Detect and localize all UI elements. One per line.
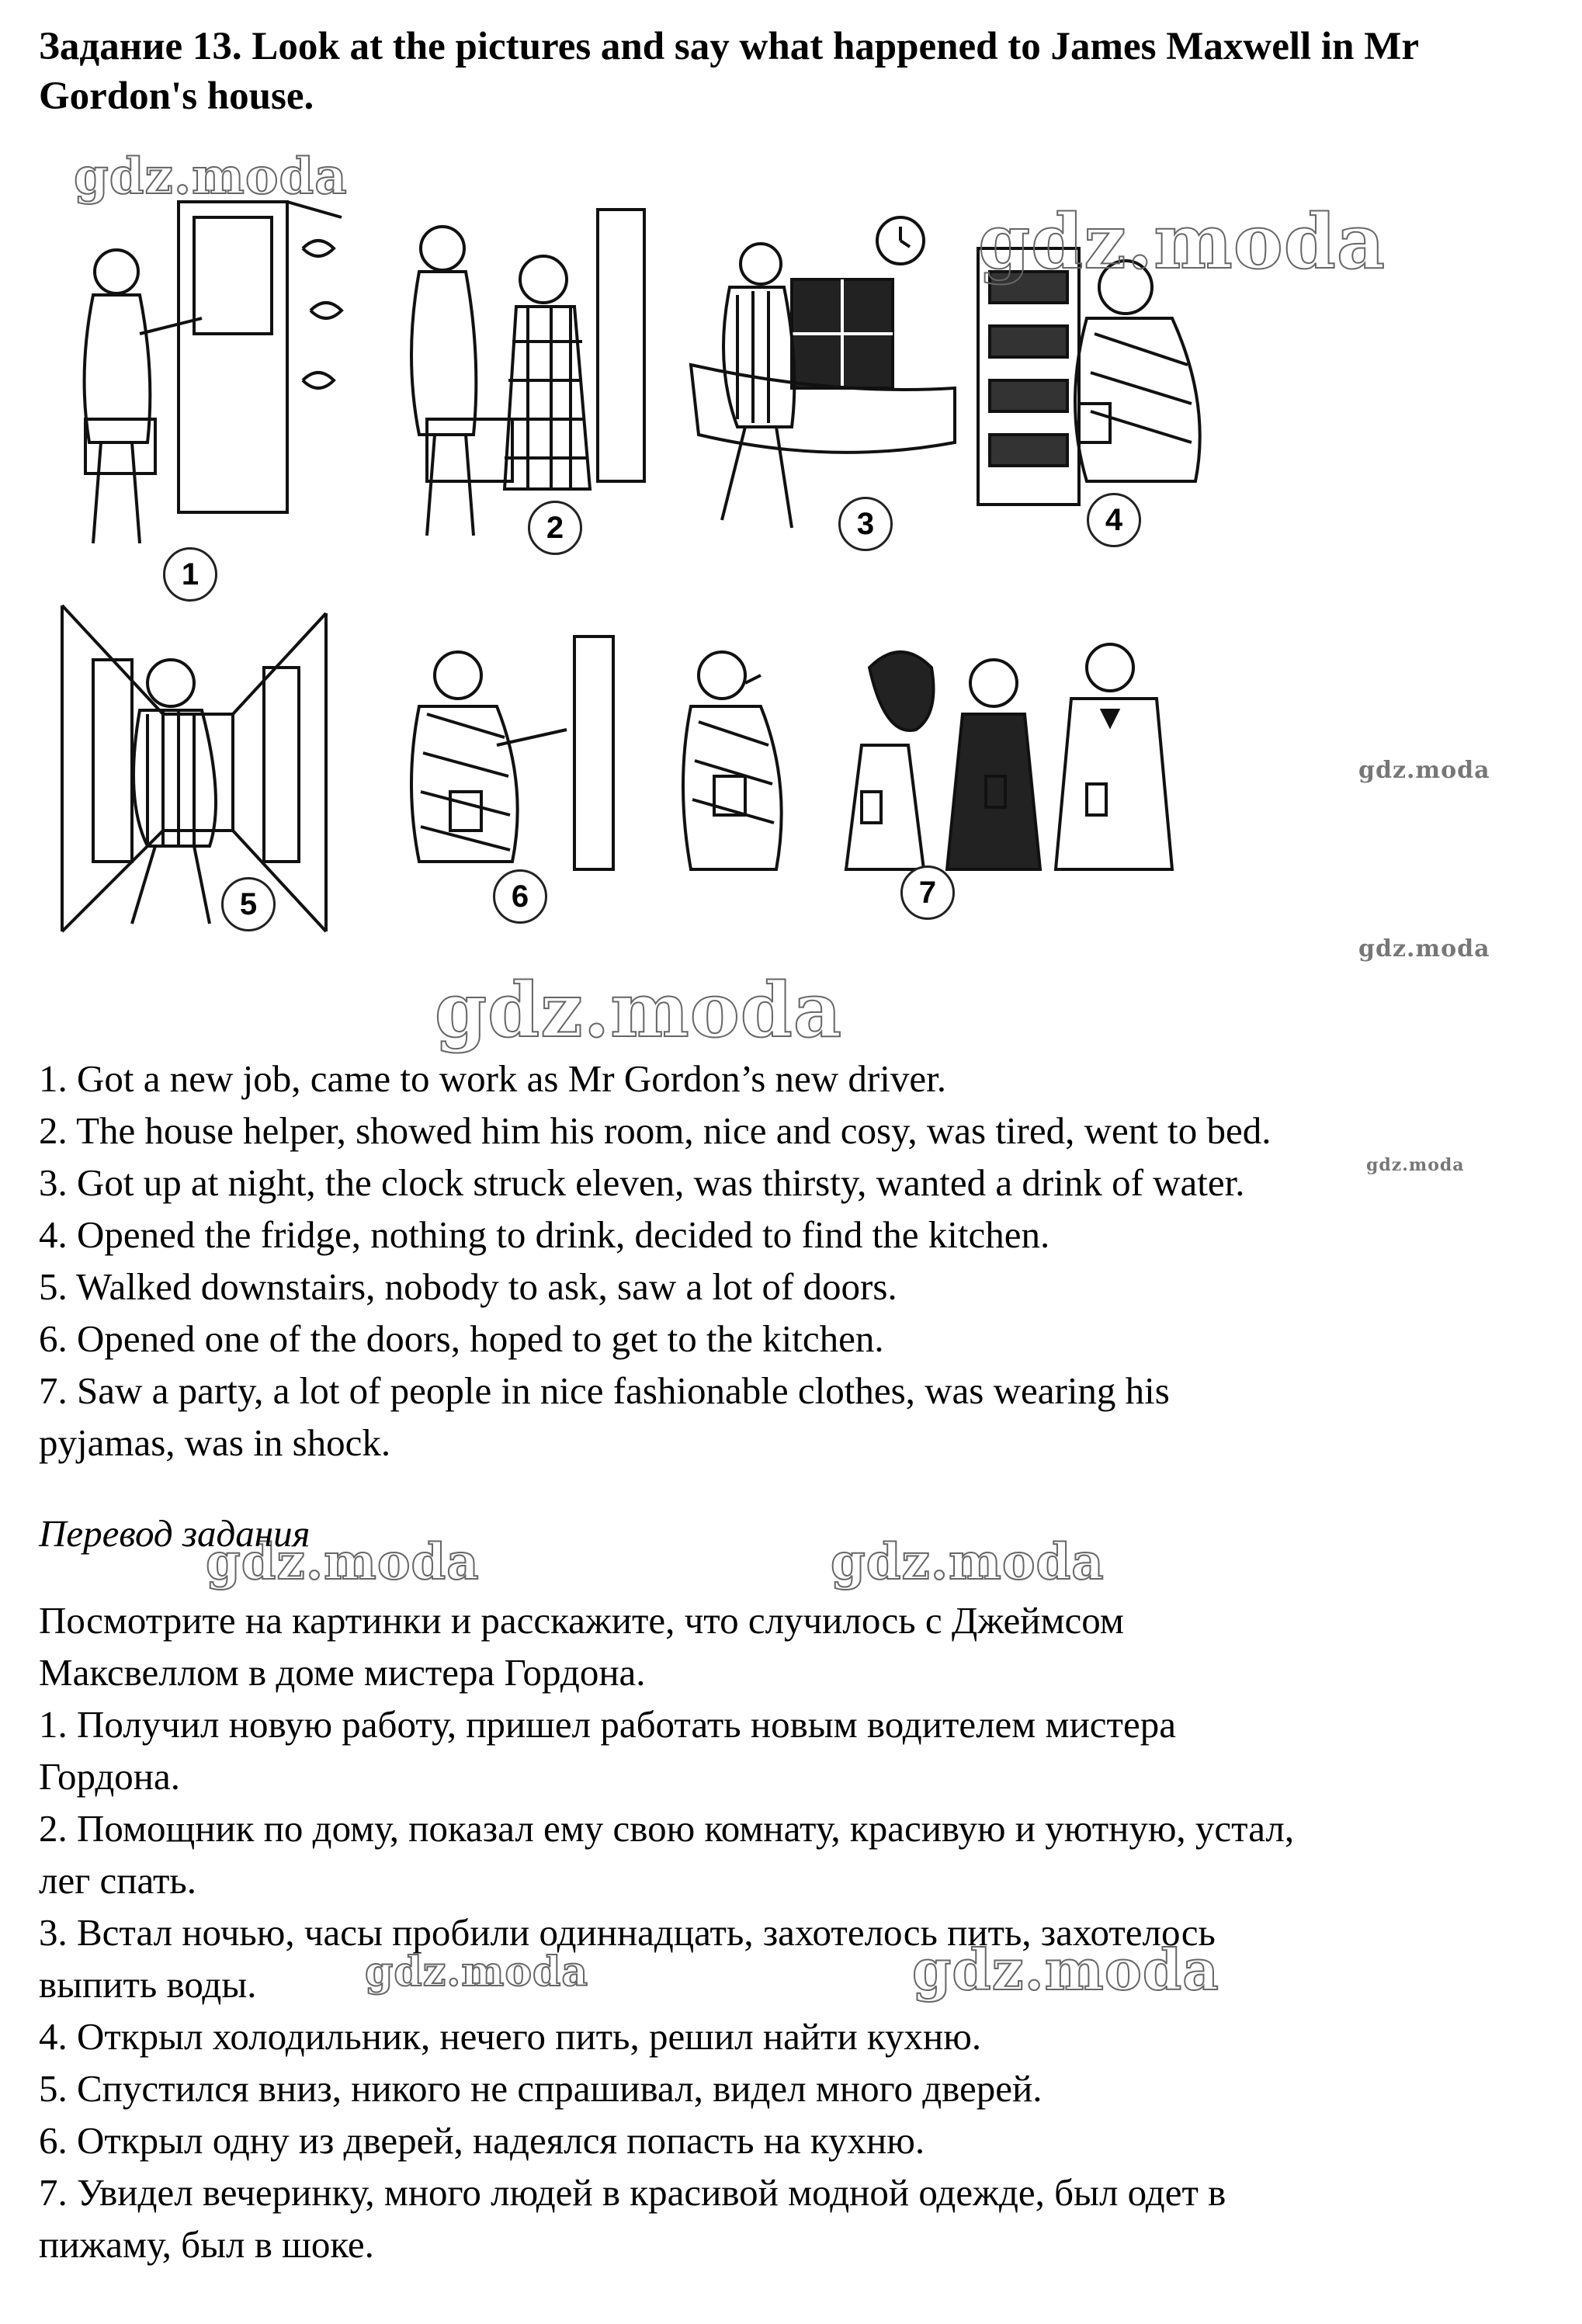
figure-number-4: 4 (1087, 493, 1141, 547)
watermark: gdz.moda (978, 198, 1386, 286)
english-item-5: 5. Walked downstairs, nobody to ask, saw a lot of doors. (39, 1265, 897, 1308)
watermark: gdz.moda (206, 1533, 480, 1591)
translation-line: 3. Встал ночью, часы пробили одиннадцать, захотелось пить, захотелось (39, 1911, 1216, 1954)
translation-line: Максвеллом в доме мистера Гордона. (39, 1651, 646, 1694)
picture-5-hallway (47, 598, 342, 939)
man-in-corridor-illustration (47, 598, 342, 939)
figure-number-5: 5 (221, 877, 276, 931)
watermark: gdz.moda (912, 1937, 1219, 2003)
translation-line: Посмотрите на картинки и расскажите, что случилось с Джеймсом (39, 1599, 1124, 1642)
english-item-4: 4. Opened the fridge, nothing to drink, decided to find the kitchen. (39, 1213, 1050, 1256)
translation-line: 1. Получил новую работу, пришел работать новым водителем мистера (39, 1703, 1176, 1746)
picture-7-party (668, 636, 1211, 893)
figure-number-6: 6 (493, 869, 547, 924)
watermark: gdz.moda (365, 1948, 589, 1996)
figure-number-7: 7 (900, 865, 955, 920)
translation-line: выпить воды. (39, 1963, 257, 2006)
watermark: gdz.moda (74, 147, 348, 206)
picture-3-night-clock (675, 210, 970, 543)
english-item-1: 1. Got a new job, came to work as Mr Gordon’s new driver. (39, 1057, 946, 1100)
translation-line: 4. Открыл холодильник, нечего пить, решил найти кухню. (39, 2015, 982, 2058)
english-item-7: 7. Saw a party, a lot of people in nice fashionable clothes, was wearing his (39, 1369, 1170, 1412)
picture-1-arrival (47, 186, 357, 559)
man-at-door-illustration (47, 186, 357, 559)
translation-line: лег спать. (39, 1859, 197, 1902)
translation-line: 6. Открыл одну из дверей, надеялся попасть на кухню. (39, 2119, 925, 2162)
man-in-bed-clock-illustration (675, 210, 970, 543)
translation-heading: Перевод задания (39, 1512, 311, 1555)
translation-line: 5. Спустился вниз, никого не спрашивал, видел много дверей. (39, 2067, 1043, 2110)
figure-number-1: 1 (163, 547, 217, 602)
translation-line: Гордона. (39, 1755, 181, 1798)
watermark-small: gdz.moda (1366, 1155, 1465, 1175)
party-shock-illustration (668, 636, 1211, 893)
figure-number-2: 2 (528, 501, 582, 555)
translation-line: 2. Помощник по дому, показал ему свою комнату, красивую и уютную, устал, (39, 1807, 1295, 1850)
translation-line: 7. Увидел вечеринку, много людей в красивой модной одежде, был одет в (39, 2171, 1226, 2214)
watermark-small: gdz.moda (1358, 757, 1490, 784)
watermark: gdz.moda (831, 1533, 1105, 1591)
man-and-helper-illustration (373, 186, 652, 551)
watermark: gdz.moda (435, 966, 843, 1054)
picture-2-house-helper (373, 186, 652, 551)
picture-6-opening-door (373, 629, 621, 885)
english-item-2: 2. The house helper, showed him his room, nice and cosy, was tired, went to bed. (39, 1109, 1271, 1152)
watermark-small: gdz.moda (1358, 935, 1490, 963)
task-title: Задание 13. Look at the pictures and say what happened to James Maxwell in Mr Gordon's house. (39, 25, 1419, 118)
english-item-6: 6. Opened one of the doors, hoped to get to the kitchen. (39, 1317, 884, 1360)
man-opening-door-illustration (373, 629, 621, 885)
english-item-3: 3. Got up at night, the clock struck eleven, was thirsty, wanted a drink of water. (39, 1161, 1245, 1204)
translation-line: пижаму, был в шоке. (39, 2223, 374, 2266)
english-item-7-continued: pyjamas, was in shock. (39, 1421, 391, 1464)
figure-number-3: 3 (838, 497, 893, 551)
